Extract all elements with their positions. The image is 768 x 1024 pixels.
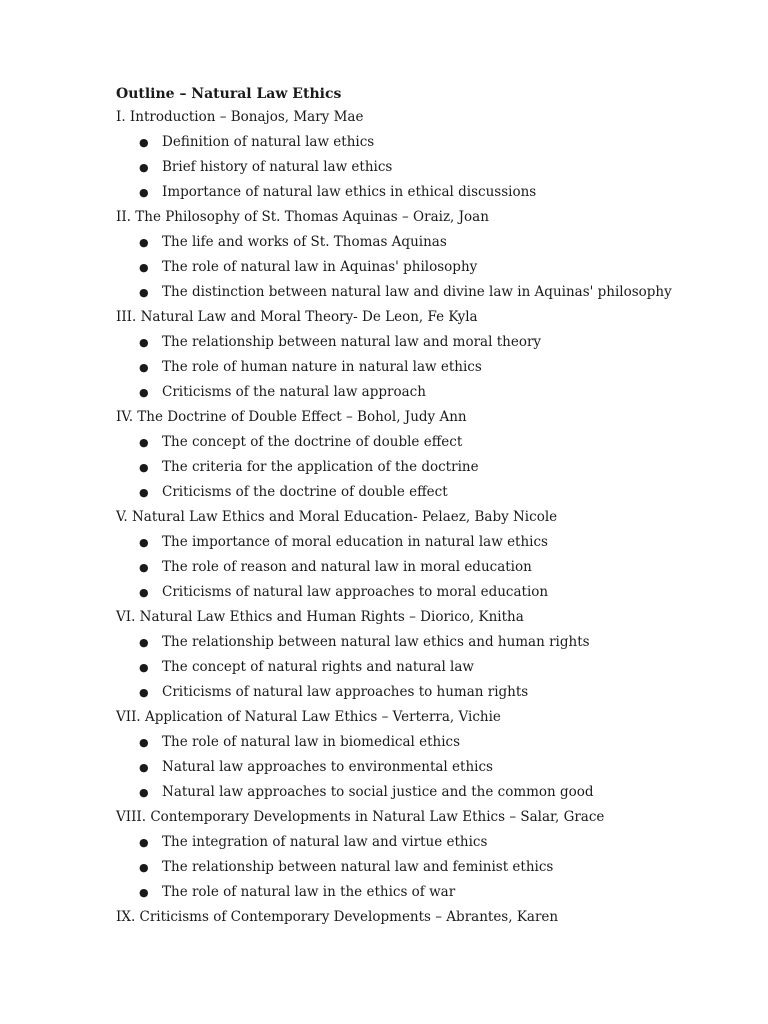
bullet-list (116, 430, 736, 505)
bullet-text: Criticisms of natural law approaches to human rights (162, 684, 529, 700)
bullet-text: Natural law approaches to social justice and the common good (162, 784, 594, 800)
document-page (116, 84, 736, 930)
bullet-dot-icon: ● (139, 586, 149, 599)
bullet-item (116, 530, 736, 555)
bullet-text: The role of natural law in Aquinas' philosophy (162, 259, 478, 275)
outline-section (116, 605, 736, 705)
section-heading: I. Introduction – Bonajos, Mary Mae (116, 109, 364, 125)
bullet-item (116, 280, 736, 305)
bullet-item (116, 730, 736, 755)
outline-section (116, 705, 736, 805)
bullet-item (116, 755, 736, 780)
document-title: Outline – Natural Law Ethics (116, 86, 342, 102)
bullet-text: The role of natural law in biomedical ethics (162, 734, 461, 750)
bullet-list (116, 330, 736, 405)
bullet-text: The concept of natural rights and natural law (162, 659, 474, 675)
bullet-item (116, 155, 736, 180)
bullet-dot-icon: ● (139, 636, 149, 649)
bullet-dot-icon: ● (139, 736, 149, 749)
bullet-item (116, 255, 736, 280)
section-heading: III. Natural Law and Moral Theory- De Leon, Fe Kyla (116, 309, 478, 325)
bullet-dot-icon: ● (139, 836, 149, 849)
outline-section (116, 405, 736, 505)
bullet-list (116, 630, 736, 705)
section-heading: V. Natural Law Ethics and Moral Education- Pelaez, Baby Nicole (116, 509, 558, 525)
bullet-dot-icon: ● (139, 886, 149, 899)
bullet-text: Brief history of natural law ethics (162, 159, 393, 175)
bullet-text: The role of human nature in natural law ethics (162, 359, 482, 375)
bullet-item (116, 380, 736, 405)
outline-section (116, 305, 736, 405)
bullet-item (116, 580, 736, 605)
bullet-item (116, 430, 736, 455)
bullet-dot-icon: ● (139, 386, 149, 399)
bullet-item (116, 780, 736, 805)
outline-section (116, 505, 736, 605)
outline-section (116, 205, 736, 305)
bullet-text: The importance of moral education in natural law ethics (162, 534, 548, 550)
bullet-dot-icon: ● (139, 261, 149, 274)
bullet-item (116, 455, 736, 480)
bullet-dot-icon: ● (139, 561, 149, 574)
bullet-text: Definition of natural law ethics (162, 134, 375, 150)
bullet-item (116, 555, 736, 580)
bullet-dot-icon: ● (139, 786, 149, 799)
bullet-text: Criticisms of the doctrine of double effect (162, 484, 448, 500)
section-heading: IV. The Doctrine of Double Effect – Bohol, Judy Ann (116, 409, 467, 425)
section-heading: VII. Application of Natural Law Ethics – Verterra, Vichie (116, 709, 501, 725)
outline-section (116, 105, 736, 205)
section-heading: II. The Philosophy of St. Thomas Aquinas – Oraiz, Joan (116, 209, 489, 225)
bullet-item (116, 680, 736, 705)
bullet-dot-icon: ● (139, 861, 149, 874)
bullet-list (116, 730, 736, 805)
bullet-text: The distinction between natural law and divine law in Aquinas' philosophy (162, 284, 672, 300)
outline-list (116, 105, 736, 930)
bullet-item (116, 355, 736, 380)
bullet-dot-icon: ● (139, 486, 149, 499)
bullet-text: The role of reason and natural law in moral education (162, 559, 532, 575)
bullet-text: The concept of the doctrine of double effect (162, 434, 463, 450)
outline-section (116, 805, 736, 905)
bullet-item (116, 655, 736, 680)
bullet-text: The relationship between natural law and moral theory (162, 334, 542, 350)
bullet-item (116, 180, 736, 205)
bullet-dot-icon: ● (139, 136, 149, 149)
bullet-text: The criteria for the application of the doctrine (162, 459, 479, 475)
bullet-list (116, 530, 736, 605)
bullet-dot-icon: ● (139, 686, 149, 699)
bullet-item (116, 480, 736, 505)
bullet-text: The role of natural law in the ethics of war (162, 884, 456, 900)
bullet-dot-icon: ● (139, 161, 149, 174)
bullet-list (116, 130, 736, 205)
bullet-item (116, 330, 736, 355)
bullet-dot-icon: ● (139, 336, 149, 349)
bullet-item (116, 880, 736, 905)
bullet-dot-icon: ● (139, 661, 149, 674)
bullet-text: The integration of natural law and virtue ethics (162, 834, 488, 850)
bullet-text: The relationship between natural law and feminist ethics (162, 859, 554, 875)
section-heading: IX. Criticisms of Contemporary Developments – Abrantes, Karen (116, 909, 559, 925)
bullet-item (116, 830, 736, 855)
bullet-text: Criticisms of the natural law approach (162, 384, 426, 400)
bullet-dot-icon: ● (139, 186, 149, 199)
bullet-text: The relationship between natural law ethics and human rights (162, 634, 590, 650)
bullet-dot-icon: ● (139, 361, 149, 374)
bullet-list (116, 230, 736, 305)
bullet-dot-icon: ● (139, 761, 149, 774)
bullet-item (116, 230, 736, 255)
section-heading: VI. Natural Law Ethics and Human Rights – Diorico, Knitha (116, 609, 524, 625)
bullet-text: Importance of natural law ethics in ethical discussions (162, 184, 537, 200)
bullet-text: Natural law approaches to environmental ethics (162, 759, 493, 775)
bullet-dot-icon: ● (139, 536, 149, 549)
bullet-dot-icon: ● (139, 236, 149, 249)
bullet-item (116, 855, 736, 880)
bullet-text: Criticisms of natural law approaches to moral education (162, 584, 549, 600)
bullet-dot-icon: ● (139, 436, 149, 449)
outline-section (116, 905, 736, 930)
bullet-dot-icon: ● (139, 286, 149, 299)
bullet-dot-icon: ● (139, 461, 149, 474)
section-heading: VIII. Contemporary Developments in Natural Law Ethics – Salar, Grace (116, 809, 605, 825)
bullet-item (116, 630, 736, 655)
bullet-list (116, 830, 736, 905)
bullet-item (116, 130, 736, 155)
bullet-text: The life and works of St. Thomas Aquinas (162, 234, 447, 250)
